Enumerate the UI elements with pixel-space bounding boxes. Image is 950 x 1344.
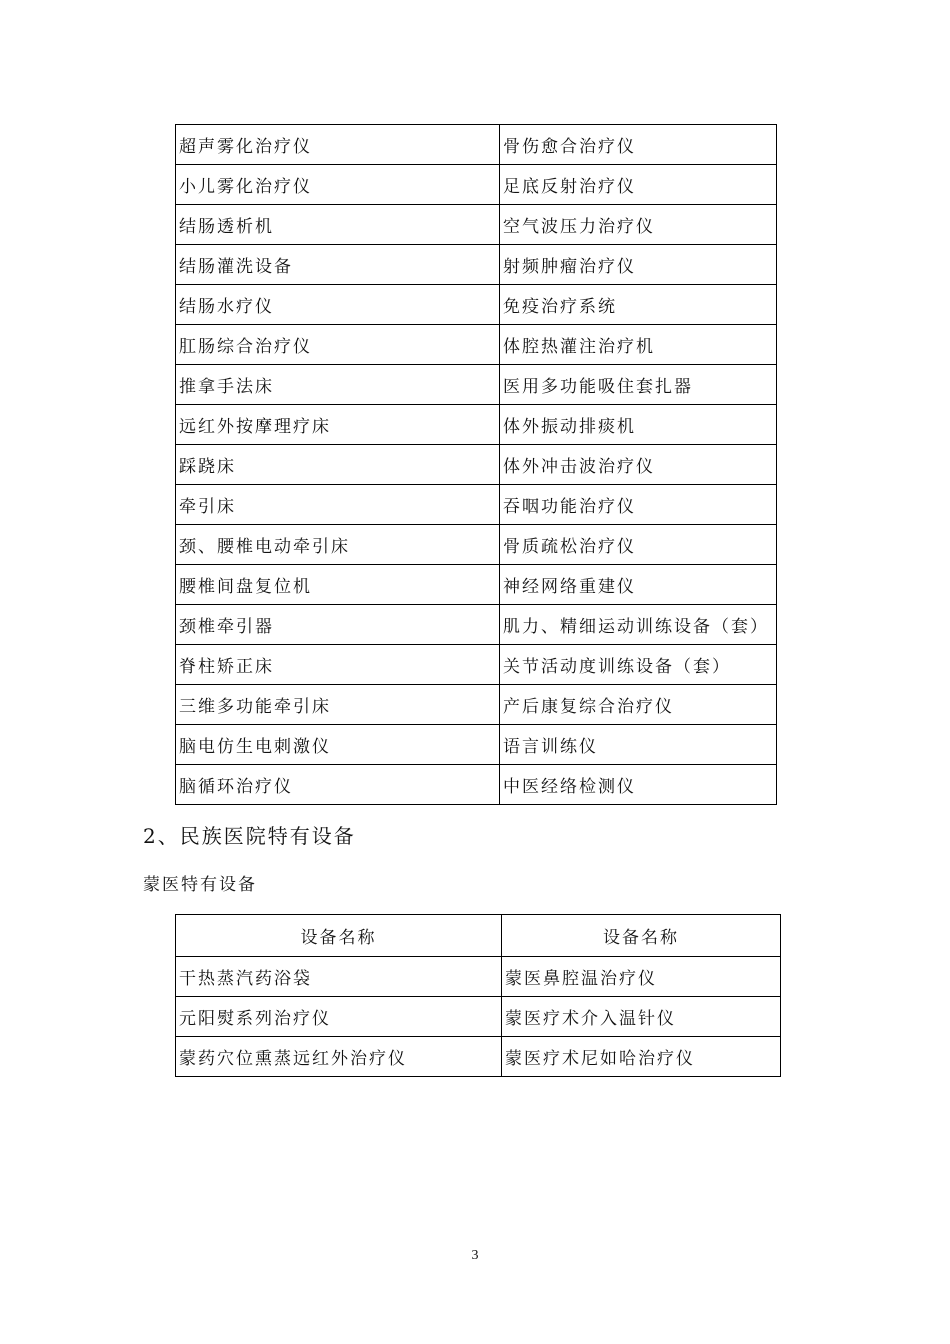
table-cell-right: 肌力、精细运动训练设备（套） <box>500 605 777 645</box>
page-number: 3 <box>471 1248 479 1263</box>
section-heading: 2、民族医院特有设备 <box>143 824 356 848</box>
table-cell-right: 免疫治疗系统 <box>500 285 777 325</box>
table-header-row <box>176 915 781 957</box>
equipment-table <box>175 124 777 805</box>
table-cell-right: 体外冲击波治疗仪 <box>500 445 777 485</box>
table-cell-left: 牵引床 <box>176 485 500 525</box>
table-row <box>176 405 777 445</box>
mongolian-table-body <box>176 957 781 1077</box>
table-cell-right: 医用多功能吸住套扎器 <box>500 365 777 405</box>
table-row <box>176 365 777 405</box>
table-row <box>176 445 777 485</box>
table-cell-right: 空气波压力治疗仪 <box>500 205 777 245</box>
table-cell-left: 远红外按摩理疗床 <box>176 405 500 445</box>
table-row <box>176 485 777 525</box>
table-row <box>176 205 777 245</box>
table-cell-right: 骨伤愈合治疗仪 <box>500 125 777 165</box>
table-row <box>176 957 781 997</box>
table-cell-left: 三维多功能牵引床 <box>176 685 500 725</box>
table-row <box>176 245 777 285</box>
table-row <box>176 605 777 645</box>
table-cell-left: 超声雾化治疗仪 <box>176 125 500 165</box>
table-cell-left: 结肠透析机 <box>176 205 500 245</box>
table-cell-right: 体外振动排痰机 <box>500 405 777 445</box>
table-cell-left: 结肠灌洗设备 <box>176 245 500 285</box>
table-cell-right: 关节活动度训练设备（套） <box>500 645 777 685</box>
table-cell-left: 脊柱矫正床 <box>176 645 500 685</box>
equipment-table-body <box>176 125 777 805</box>
table-cell-right: 神经网络重建仪 <box>500 565 777 605</box>
column-header-device-name: 设备名称 <box>176 915 502 957</box>
table-row <box>176 165 777 205</box>
table-cell-right: 吞咽功能治疗仪 <box>500 485 777 525</box>
table-cell-left: 颈、腰椎电动牵引床 <box>176 525 500 565</box>
table-cell-left: 腰椎间盘复位机 <box>176 565 500 605</box>
table-row <box>176 725 777 765</box>
table-row <box>176 997 781 1037</box>
table-cell-right: 中医经络检测仪 <box>500 765 777 805</box>
table-cell-left: 颈椎牵引器 <box>176 605 500 645</box>
table-cell-left: 蒙药穴位熏蒸远红外治疗仪 <box>176 1037 502 1077</box>
table-cell-left: 肛肠综合治疗仪 <box>176 325 500 365</box>
table-row <box>176 125 777 165</box>
table-cell-right: 射频肿瘤治疗仪 <box>500 245 777 285</box>
table-cell-left: 脑循环治疗仪 <box>176 765 500 805</box>
table-cell-left: 元阳熨系列治疗仪 <box>176 997 502 1037</box>
table-cell-right: 骨质疏松治疗仪 <box>500 525 777 565</box>
sub-heading: 蒙医特有设备 <box>143 875 257 895</box>
table-row <box>176 565 777 605</box>
table-row <box>176 525 777 565</box>
table-cell-right: 语言训练仪 <box>500 725 777 765</box>
table-row <box>176 765 777 805</box>
table-cell-left: 小儿雾化治疗仪 <box>176 165 500 205</box>
column-header-device-name: 设备名称 <box>502 915 781 957</box>
table-cell-right: 蒙医鼻腔温治疗仪 <box>502 957 781 997</box>
table-cell-right: 蒙医疗术介入温针仪 <box>502 997 781 1037</box>
table-cell-left: 结肠水疗仪 <box>176 285 500 325</box>
table-cell-right: 产后康复综合治疗仪 <box>500 685 777 725</box>
mongolian-equipment-table <box>175 914 781 1077</box>
table-row <box>176 325 777 365</box>
table-row <box>176 1037 781 1077</box>
table-cell-left: 推拿手法床 <box>176 365 500 405</box>
table-row <box>176 645 777 685</box>
table-cell-right: 足底反射治疗仪 <box>500 165 777 205</box>
table-cell-right: 蒙医疗术尼如哈治疗仪 <box>502 1037 781 1077</box>
table-row <box>176 285 777 325</box>
table-cell-left: 干热蒸汽药浴袋 <box>176 957 502 997</box>
table-cell-right: 体腔热灌注治疗机 <box>500 325 777 365</box>
table-cell-left: 脑电仿生电刺激仪 <box>176 725 500 765</box>
table-row <box>176 685 777 725</box>
table-cell-left: 踩跷床 <box>176 445 500 485</box>
mongolian-table-header <box>176 915 781 957</box>
